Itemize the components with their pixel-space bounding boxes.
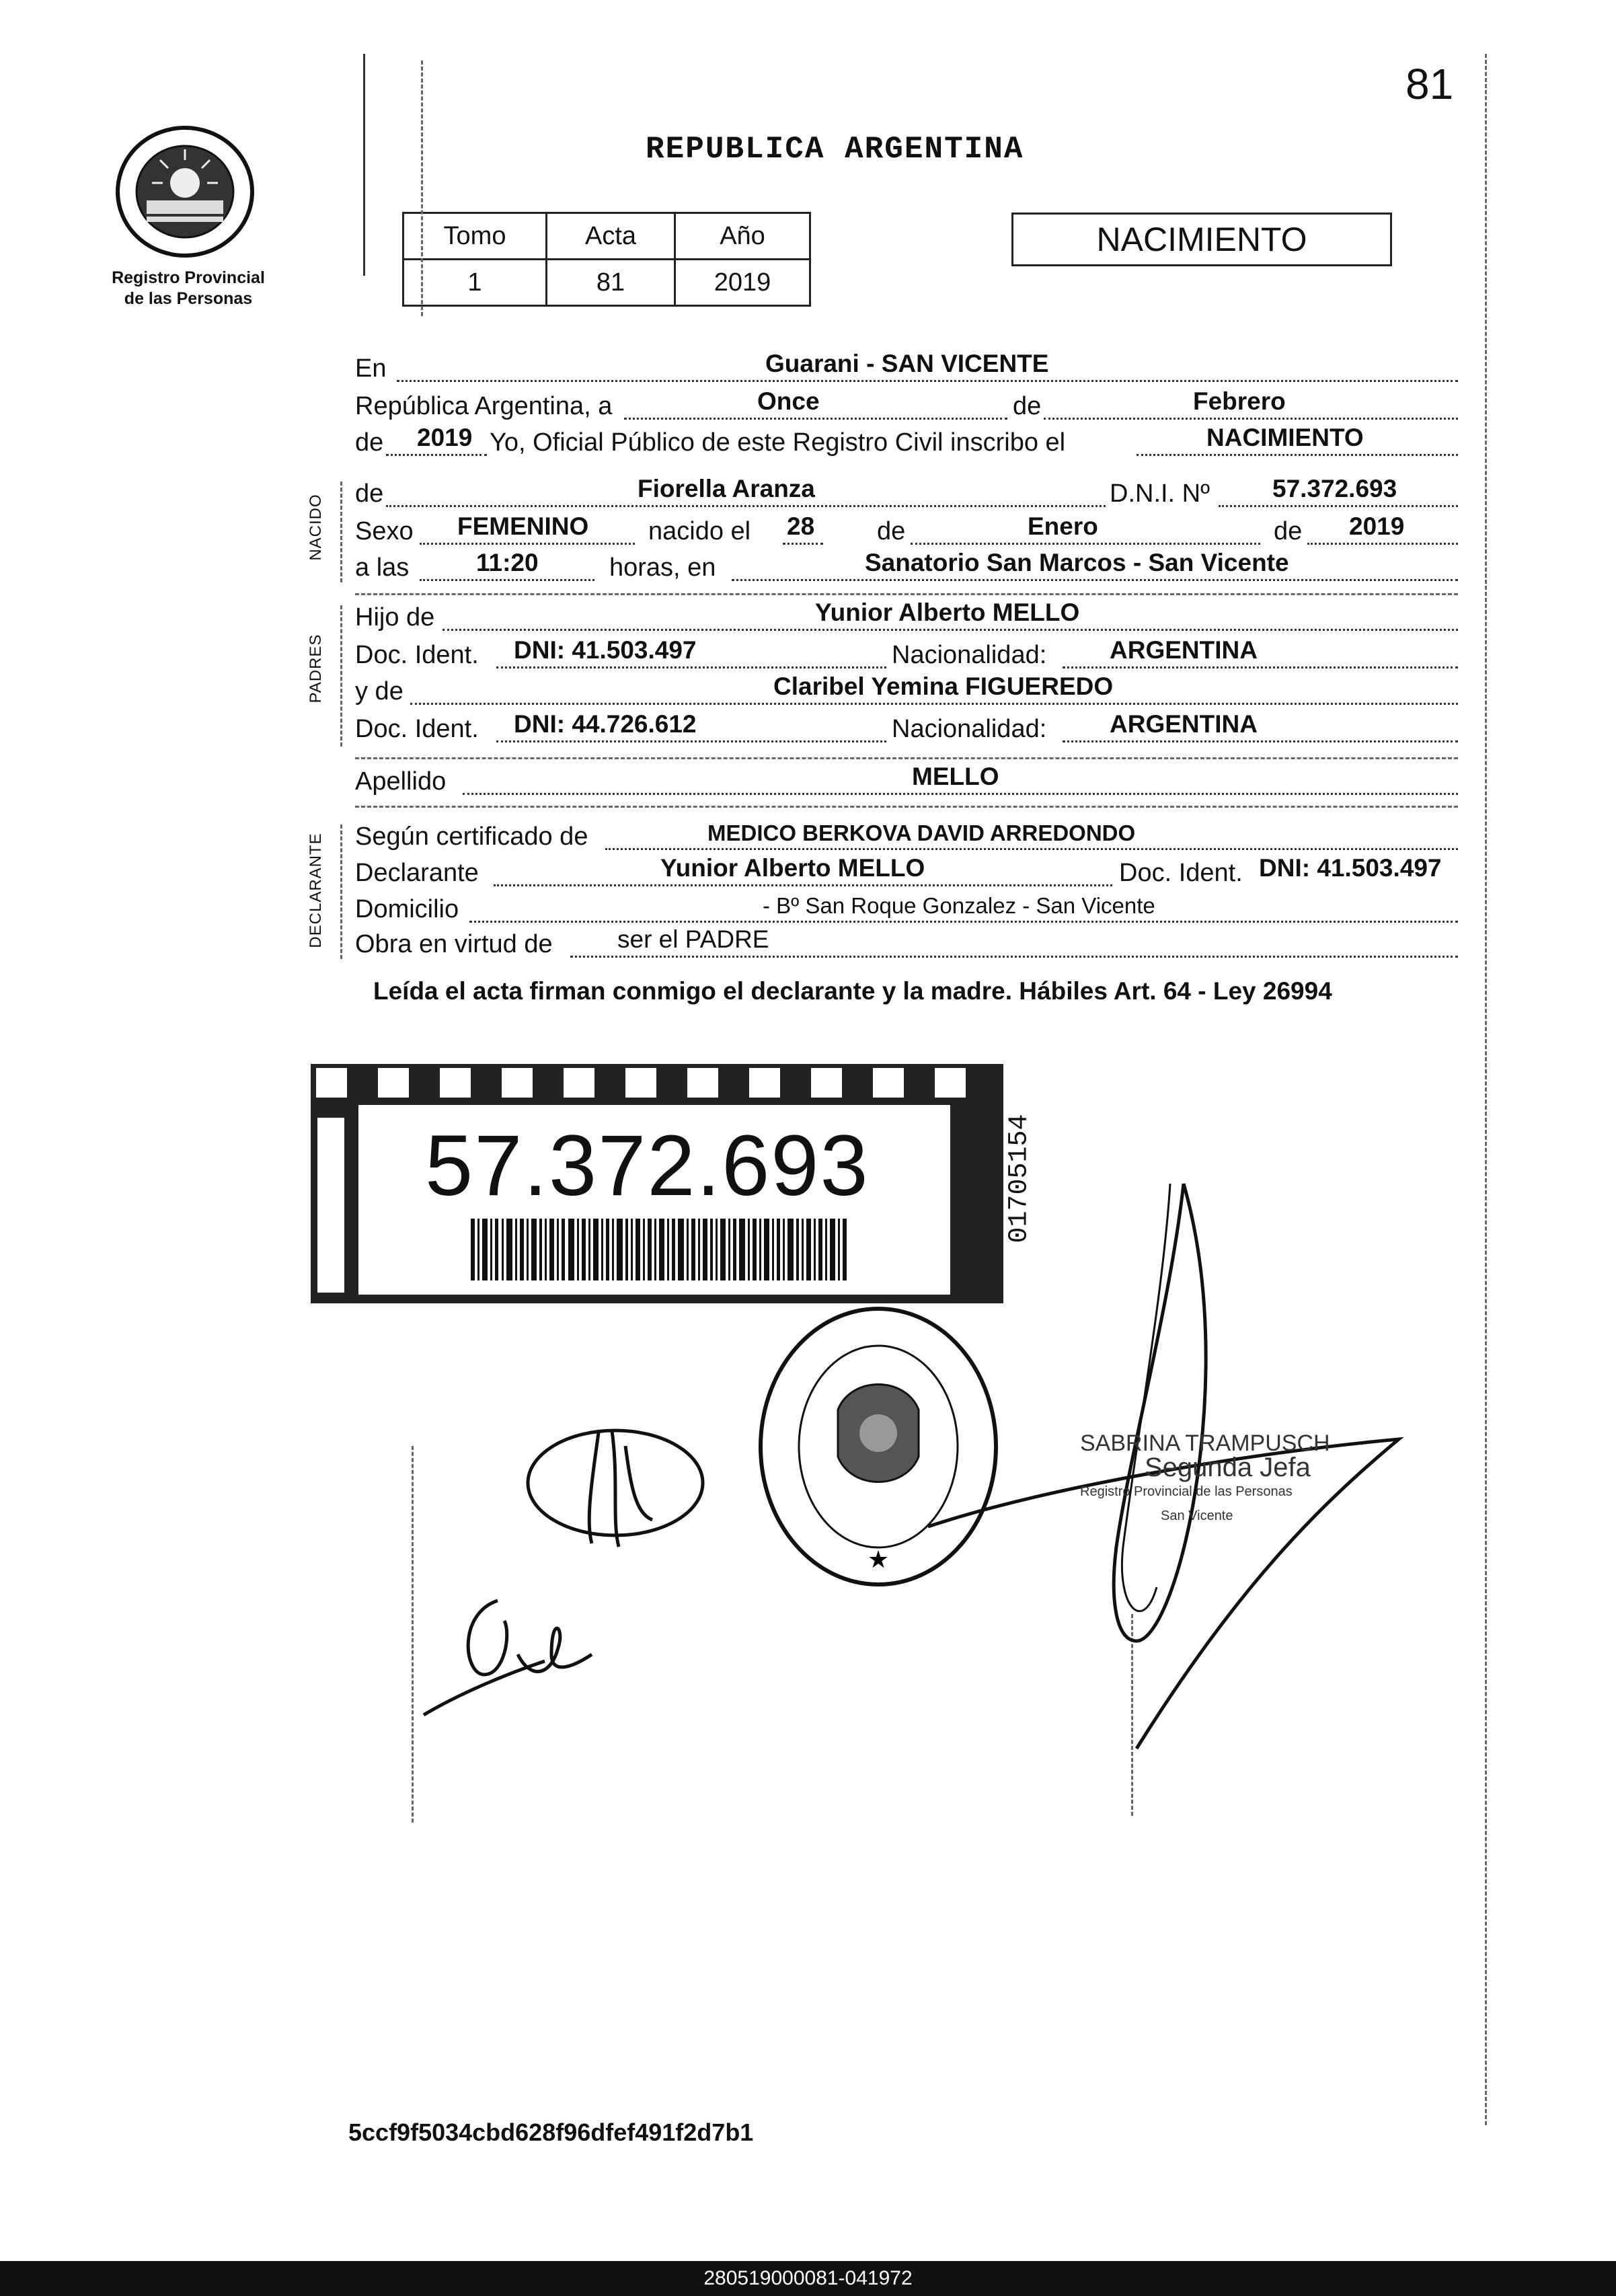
label-doc-ident-1: Doc. Ident. [355, 641, 479, 669]
value-declarante: Yunior Alberto MELLO [660, 854, 925, 882]
section-divider [355, 757, 1458, 759]
label-de-anio-nac: de [1274, 517, 1303, 545]
section-label-padres: PADRES [307, 634, 325, 703]
value-anio-nac: 2019 [1349, 512, 1405, 540]
value-domicilio: - Bº San Roque Gonzalez - San Vicente [763, 893, 1155, 918]
dotted-line [469, 921, 1458, 923]
dotted-line [1063, 740, 1458, 742]
line-hora [355, 549, 1458, 588]
dotted-line [911, 543, 1260, 545]
line-madre [355, 673, 1458, 712]
line-fecha [355, 387, 1458, 426]
dotted-line [605, 848, 1458, 850]
fold-mark [1485, 54, 1487, 2125]
label-doc-ident-decl: Doc. Ident. [1119, 859, 1243, 887]
value-sexo: FEMENINO [457, 512, 589, 540]
issuer-caption [67, 268, 309, 309]
declarant-signature [518, 1419, 713, 1554]
line-apellido [355, 763, 1458, 802]
value-certificado: MEDICO BERKOVA DAVID ARREDONDO [707, 820, 1136, 845]
value-dni: 57.372.693 [1272, 475, 1397, 502]
label-oficial: Yo, Oficial Público de este Registro Civil inscribo el [490, 428, 1066, 457]
section-label-declarante: DECLARANTE [307, 833, 325, 948]
value-padre: Yunior Alberto MELLO [815, 599, 1080, 626]
dotted-line [463, 793, 1458, 795]
officer-stamp-name: SABRINA TRAMPUSCH [1080, 1430, 1330, 1456]
value-padre-doc: DNI: 41.503.497 [514, 636, 697, 664]
value-lugar-nac: Sanatorio San Marcos - San Vicente [865, 549, 1289, 576]
dotted-line [624, 418, 1007, 420]
act-type-box: NACIMIENTO [1011, 213, 1392, 266]
value-dia: Once [757, 387, 820, 415]
dotted-line [386, 454, 487, 456]
dotted-line [397, 380, 1458, 382]
register-value-row [403, 260, 810, 306]
register-value-acta: 81 [547, 260, 675, 306]
register-header-tomo: Tomo [403, 213, 547, 260]
line-nombre [355, 475, 1458, 514]
value-mes: Febrero [1193, 387, 1286, 415]
fold-mark [421, 61, 423, 316]
value-padre-nac: ARGENTINA [1110, 636, 1258, 664]
section-divider [355, 806, 1458, 808]
dotted-line [496, 666, 886, 668]
id-label-number: 57.372.693 [425, 1118, 870, 1214]
issuer-caption-line1: Registro Provincial [112, 268, 265, 287]
officer-stamp-location: San Vicente [1161, 1508, 1233, 1523]
line-madre-doc [355, 710, 1458, 749]
register-header-row [403, 213, 810, 260]
label-nacionalidad-2: Nacionalidad: [892, 715, 1047, 743]
dotted-line [1307, 543, 1458, 545]
line-padre-doc [355, 636, 1458, 675]
country-title: REPUBLICA ARGENTINA [646, 132, 1024, 167]
section-rule [340, 605, 342, 747]
label-a-las: a las [355, 553, 410, 582]
line-oficial [355, 424, 1458, 463]
value-dia-nac: 28 [787, 512, 815, 540]
province-logo [108, 121, 262, 262]
register-value-anio: 2019 [675, 260, 810, 306]
officer-stamp-office: Registro Provincial de las Personas [1080, 1484, 1293, 1499]
value-anio: 2019 [417, 424, 473, 451]
dotted-line [494, 884, 1112, 886]
label-de-mes: de [1013, 392, 1042, 420]
value-declarante-doc: DNI: 41.503.497 [1259, 854, 1442, 882]
label-horas-en: horas, en [609, 553, 716, 582]
dotted-line [1063, 666, 1458, 668]
label-domicilio: Domicilio [355, 895, 459, 923]
dotted-line [443, 629, 1458, 631]
line-obra [355, 925, 1458, 964]
value-nombre: Fiorella Aranza [638, 475, 815, 502]
label-segun: Según certificado de [355, 822, 588, 851]
section-divider [355, 593, 1458, 595]
label-hijo-de: Hijo de [355, 603, 435, 632]
value-obra: ser el PADRE [617, 925, 769, 953]
label-sexo: Sexo [355, 517, 414, 545]
barcode [471, 1219, 847, 1280]
section-label-nacido: NACIDO [307, 494, 325, 561]
dotted-line [570, 956, 1458, 958]
label-republica: República Argentina, a [355, 392, 613, 420]
footer-code-bar: 280519000081-041972 [0, 2261, 1616, 2296]
officer-stamp-title: Segunda Jefa [1145, 1453, 1311, 1482]
value-madre-nac: ARGENTINA [1110, 710, 1258, 738]
dotted-line [732, 579, 1458, 581]
label-declarante: Declarante [355, 859, 479, 887]
register-header-acta: Acta [547, 213, 675, 260]
label-dni: D.N.I. Nº [1110, 480, 1210, 508]
line-certificado [355, 818, 1458, 857]
dotted-line [783, 543, 823, 545]
dotted-line [1219, 505, 1458, 507]
document-hash: 5ccf9f5034cbd628f96dfef491f2d7b1 [348, 2118, 754, 2146]
line-padre [355, 599, 1458, 638]
dotted-line [410, 703, 1458, 705]
dotted-line [420, 543, 635, 545]
dotted-line [420, 579, 594, 581]
value-apellido: MELLO [912, 763, 999, 790]
value-lugar: Guarani - SAN VICENTE [765, 350, 1049, 377]
issuer-caption-line2: de las Personas [124, 289, 253, 308]
dotted-line [386, 505, 1106, 507]
label-de-mes-nac: de [877, 517, 906, 545]
section-rule [340, 825, 342, 959]
page-number: 81 [1406, 60, 1454, 108]
value-acto: NACIMIENTO [1206, 424, 1364, 451]
line-domicilio [355, 890, 1458, 929]
line-declarante [355, 854, 1458, 893]
label-de-nombre: de [355, 480, 384, 508]
value-madre: Claribel Yemina FIGUEREDO [773, 673, 1114, 700]
officer-stamp [1080, 1431, 1389, 1528]
fold-mark [363, 54, 365, 276]
label-nacido-el: nacido el [648, 517, 751, 545]
label-serial-number: 01705154 [1004, 1114, 1035, 1243]
line-en [355, 350, 1458, 389]
line-sexo [355, 512, 1458, 551]
value-mes-nac: Enero [1028, 512, 1098, 540]
label-y-de: y de [355, 677, 403, 705]
dotted-line [1044, 418, 1458, 420]
label-en: En [355, 354, 387, 383]
register-header-anio: Año [675, 213, 810, 260]
label-de-anio: de [355, 428, 384, 457]
value-hora: 11:20 [476, 549, 539, 576]
label-doc-ident-2: Doc. Ident. [355, 715, 479, 743]
value-madre-doc: DNI: 44.726.612 [514, 710, 697, 738]
svg-text:★: ★ [867, 1546, 890, 1574]
section-rule [340, 482, 342, 582]
mother-signature [417, 1574, 605, 1722]
label-nacionalidad-1: Nacionalidad: [892, 641, 1047, 669]
dotted-line [1137, 454, 1458, 456]
register-value-tomo: 1 [403, 260, 547, 306]
closing-statement: Leída el acta firman conmigo el declarante y la madre. Hábiles Art. 64 - Ley 26994 [373, 977, 1332, 1005]
label-obra: Obra en virtud de [355, 930, 553, 958]
dotted-line [496, 740, 886, 742]
label-apellido: Apellido [355, 767, 447, 796]
register-table [402, 212, 811, 307]
fold-mark [412, 1446, 414, 1823]
